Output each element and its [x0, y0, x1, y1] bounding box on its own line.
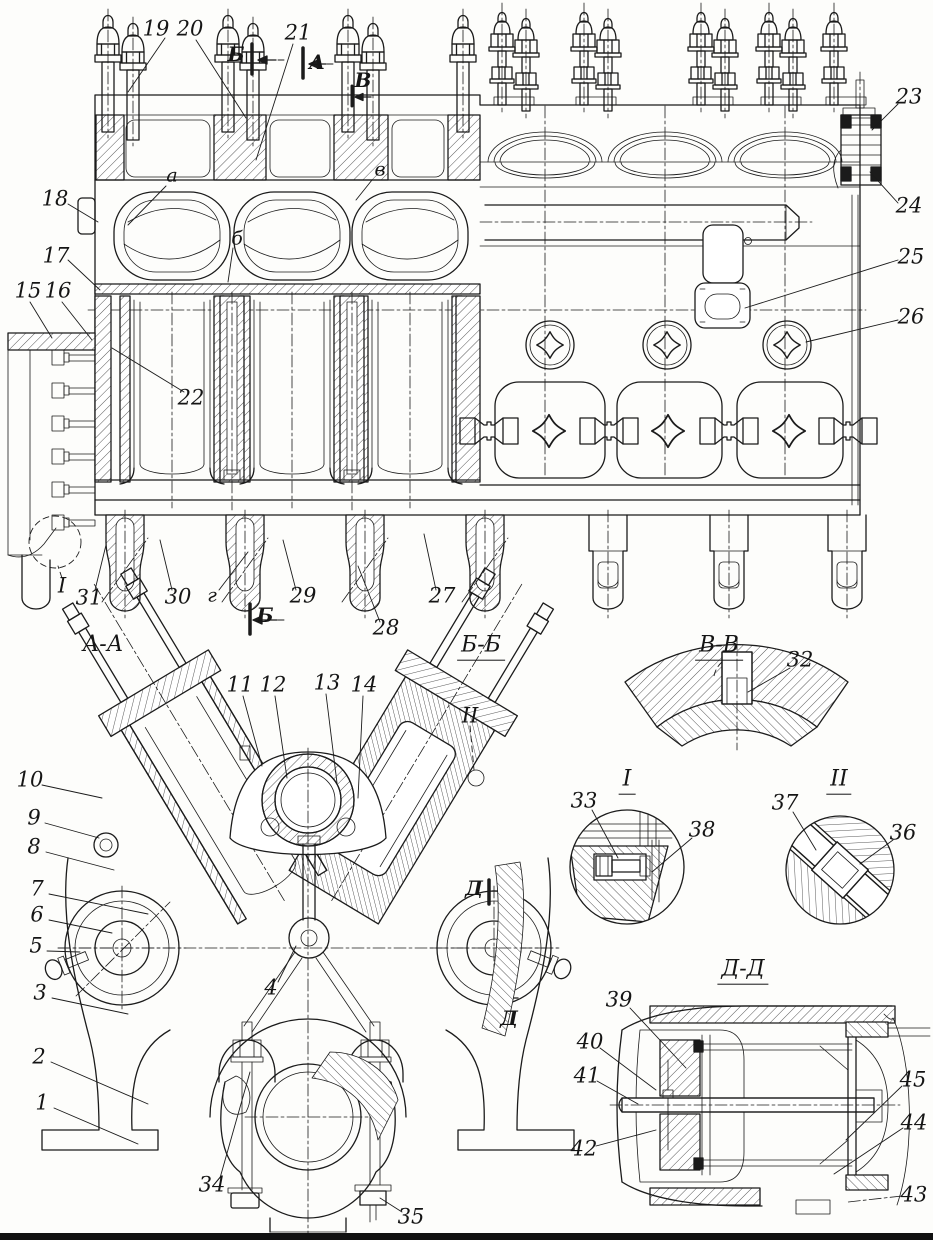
callout-c13: 13: [313, 670, 341, 695]
left-attachment: [8, 333, 95, 609]
callout-c34: 34: [198, 1172, 226, 1197]
section-dd: [610, 1006, 930, 1214]
callout-tDD: Д-Д: [717, 959, 768, 985]
section-vv: [625, 638, 848, 750]
callout-c10: 10: [16, 767, 44, 792]
callout-mDbot: Д: [500, 1006, 518, 1030]
callout-c21: 21: [284, 20, 312, 45]
callout-c18: 18: [41, 186, 69, 211]
callout-c40: 40: [576, 1029, 604, 1054]
scan-edge: [0, 1233, 933, 1240]
callout-c27: 27: [428, 583, 456, 608]
callout-c2: 2: [32, 1044, 46, 1069]
callout-c23: 23: [895, 84, 923, 109]
callout-c43: 43: [900, 1182, 928, 1207]
callout-c6: 6: [30, 902, 44, 927]
callout-c19: 19: [142, 16, 170, 41]
callout-c36: 36: [889, 820, 917, 845]
callout-tVV: В-В: [695, 635, 743, 661]
callout-la: а: [166, 164, 178, 187]
callout-tBB: Б-Б: [457, 635, 505, 661]
callout-c24: 24: [895, 193, 923, 218]
callout-c32: 32: [786, 647, 814, 672]
callout-c9: 9: [27, 805, 41, 830]
callout-mVtop: В: [354, 68, 372, 92]
callout-c20: 20: [176, 16, 204, 41]
detail-ii: [734, 762, 933, 975]
callout-c26: 26: [897, 304, 925, 329]
callout-c4: 4: [264, 975, 278, 1000]
callout-c11: 11: [226, 672, 254, 697]
callout-c8: 8: [27, 834, 41, 859]
callout-mDtop: Д: [465, 876, 483, 900]
callout-c15: 15: [14, 278, 42, 303]
callout-mAtop: А: [308, 50, 326, 74]
callout-c29: 29: [289, 583, 317, 608]
callout-lv: в: [374, 158, 386, 181]
callout-c22: 22: [177, 385, 205, 410]
side-cover: [834, 72, 881, 200]
callout-c38: 38: [688, 817, 716, 842]
callout-c45: 45: [899, 1067, 927, 1092]
callout-lb: б: [231, 227, 243, 250]
callout-c25: 25: [897, 244, 925, 269]
callout-mII: II: [461, 703, 479, 728]
callout-c3: 3: [33, 980, 47, 1005]
callout-lg: г: [207, 584, 217, 607]
callout-c44: 44: [900, 1110, 928, 1135]
section-aa-bb: [39, 551, 576, 1234]
callout-c5: 5: [29, 933, 43, 958]
callout-tII: II: [826, 769, 851, 795]
callout-c12: 12: [259, 672, 287, 697]
detail-i-circle: [29, 516, 81, 568]
detail-i: [570, 808, 684, 924]
callout-mBbot: Б: [256, 603, 274, 627]
callout-tI: I: [619, 769, 636, 795]
callout-c41: 41: [573, 1063, 601, 1088]
callout-c7: 7: [30, 876, 44, 901]
callout-c16: 16: [44, 278, 72, 303]
callout-c30: 30: [164, 584, 192, 609]
callout-mI: I: [57, 573, 67, 598]
callout-c28: 28: [372, 615, 400, 640]
callout-c14: 14: [350, 672, 378, 697]
callout-tAA: А-А: [82, 631, 124, 657]
callout-c37: 37: [771, 790, 799, 815]
main-view: [8, 3, 881, 634]
callout-mBtop: Б: [227, 42, 245, 66]
callout-c39: 39: [605, 987, 633, 1012]
callout-c33: 33: [570, 788, 598, 813]
callout-c1: 1: [35, 1090, 49, 1115]
callout-c42: 42: [570, 1136, 598, 1161]
callout-c31: 31: [75, 585, 103, 610]
callout-c17: 17: [42, 243, 70, 268]
left-boss: [43, 886, 186, 1012]
callout-c35: 35: [397, 1204, 425, 1229]
